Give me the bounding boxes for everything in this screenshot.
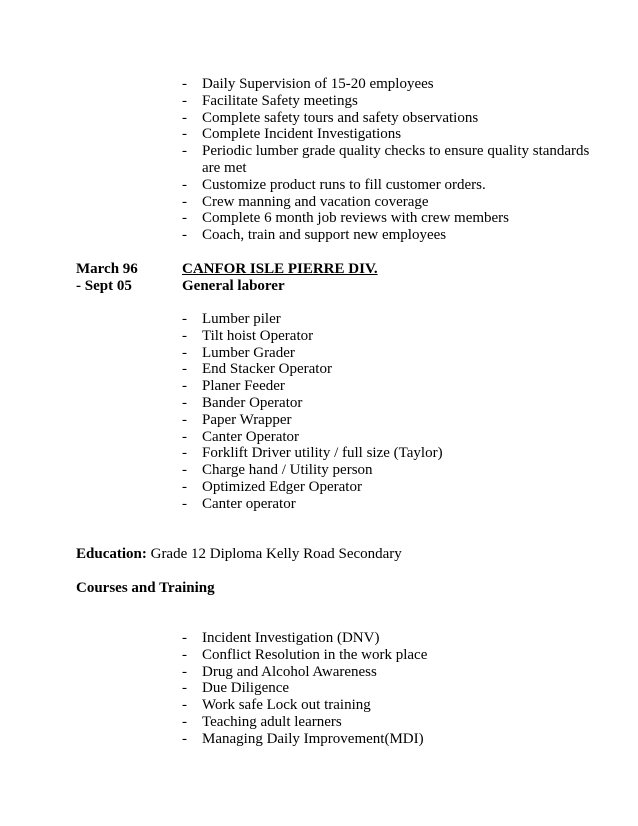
- list-item: - Optimized Edger Operator: [182, 479, 602, 496]
- list-item: - Periodic lumber grade quality checks to ensure quality standards are met: [182, 143, 602, 177]
- list-item: - Canter operator: [182, 496, 602, 513]
- list-item: - Due Diligence: [182, 680, 602, 697]
- list-item: - Teaching adult learners: [182, 714, 602, 731]
- list-item: - Facilitate Safety meetings: [182, 93, 602, 110]
- list-item: - Conflict Resolution in the work place: [182, 647, 602, 664]
- education-line: [76, 546, 402, 563]
- list-item: - Planer Feeder: [182, 378, 602, 395]
- list-item: - Canter Operator: [182, 429, 602, 446]
- job-duties-list: [182, 311, 602, 513]
- job-date-start: March 96: [76, 261, 138, 277]
- list-item: - Customize product runs to fill customer orders.: [182, 177, 602, 194]
- list-item: - Complete Incident Investigations: [182, 126, 602, 143]
- list-item: - Complete 6 month job reviews with crew members: [182, 210, 602, 227]
- job-position: General laborer: [182, 278, 285, 294]
- list-item: - Bander Operator: [182, 395, 602, 412]
- list-item: - Crew manning and vacation coverage: [182, 194, 602, 211]
- employer-name: CANFOR ISLE PIERRE DIV.: [182, 261, 378, 277]
- list-item: - Lumber piler: [182, 311, 602, 328]
- list-item: - Work safe Lock out training: [182, 697, 602, 714]
- list-item: - Forklift Driver utility / full size (Taylor): [182, 445, 602, 462]
- list-item: - Charge hand / Utility person: [182, 462, 602, 479]
- list-item: - Coach, train and support new employees: [182, 227, 602, 244]
- education-value: Grade 12 Diploma Kelly Road Secondary: [150, 546, 402, 562]
- list-item: - Drug and Alcohol Awareness: [182, 664, 602, 681]
- list-item: - Tilt hoist Operator: [182, 328, 602, 345]
- courses-heading: Courses and Training: [76, 580, 215, 596]
- list-item: - Incident Investigation (DNV): [182, 630, 602, 647]
- list-item: - Complete safety tours and safety observations: [182, 110, 602, 127]
- courses-list: [182, 630, 602, 748]
- list-item: - Daily Supervision of 15-20 employees: [182, 76, 602, 93]
- education-label: Education:: [76, 546, 147, 562]
- list-item: - End Stacker Operator: [182, 361, 602, 378]
- list-item: - Managing Daily Improvement(MDI): [182, 731, 602, 748]
- supervision-duties-list: [182, 76, 602, 244]
- list-item: - Lumber Grader: [182, 345, 602, 362]
- job-date-end: - Sept 05: [76, 278, 132, 294]
- list-item: - Paper Wrapper: [182, 412, 602, 429]
